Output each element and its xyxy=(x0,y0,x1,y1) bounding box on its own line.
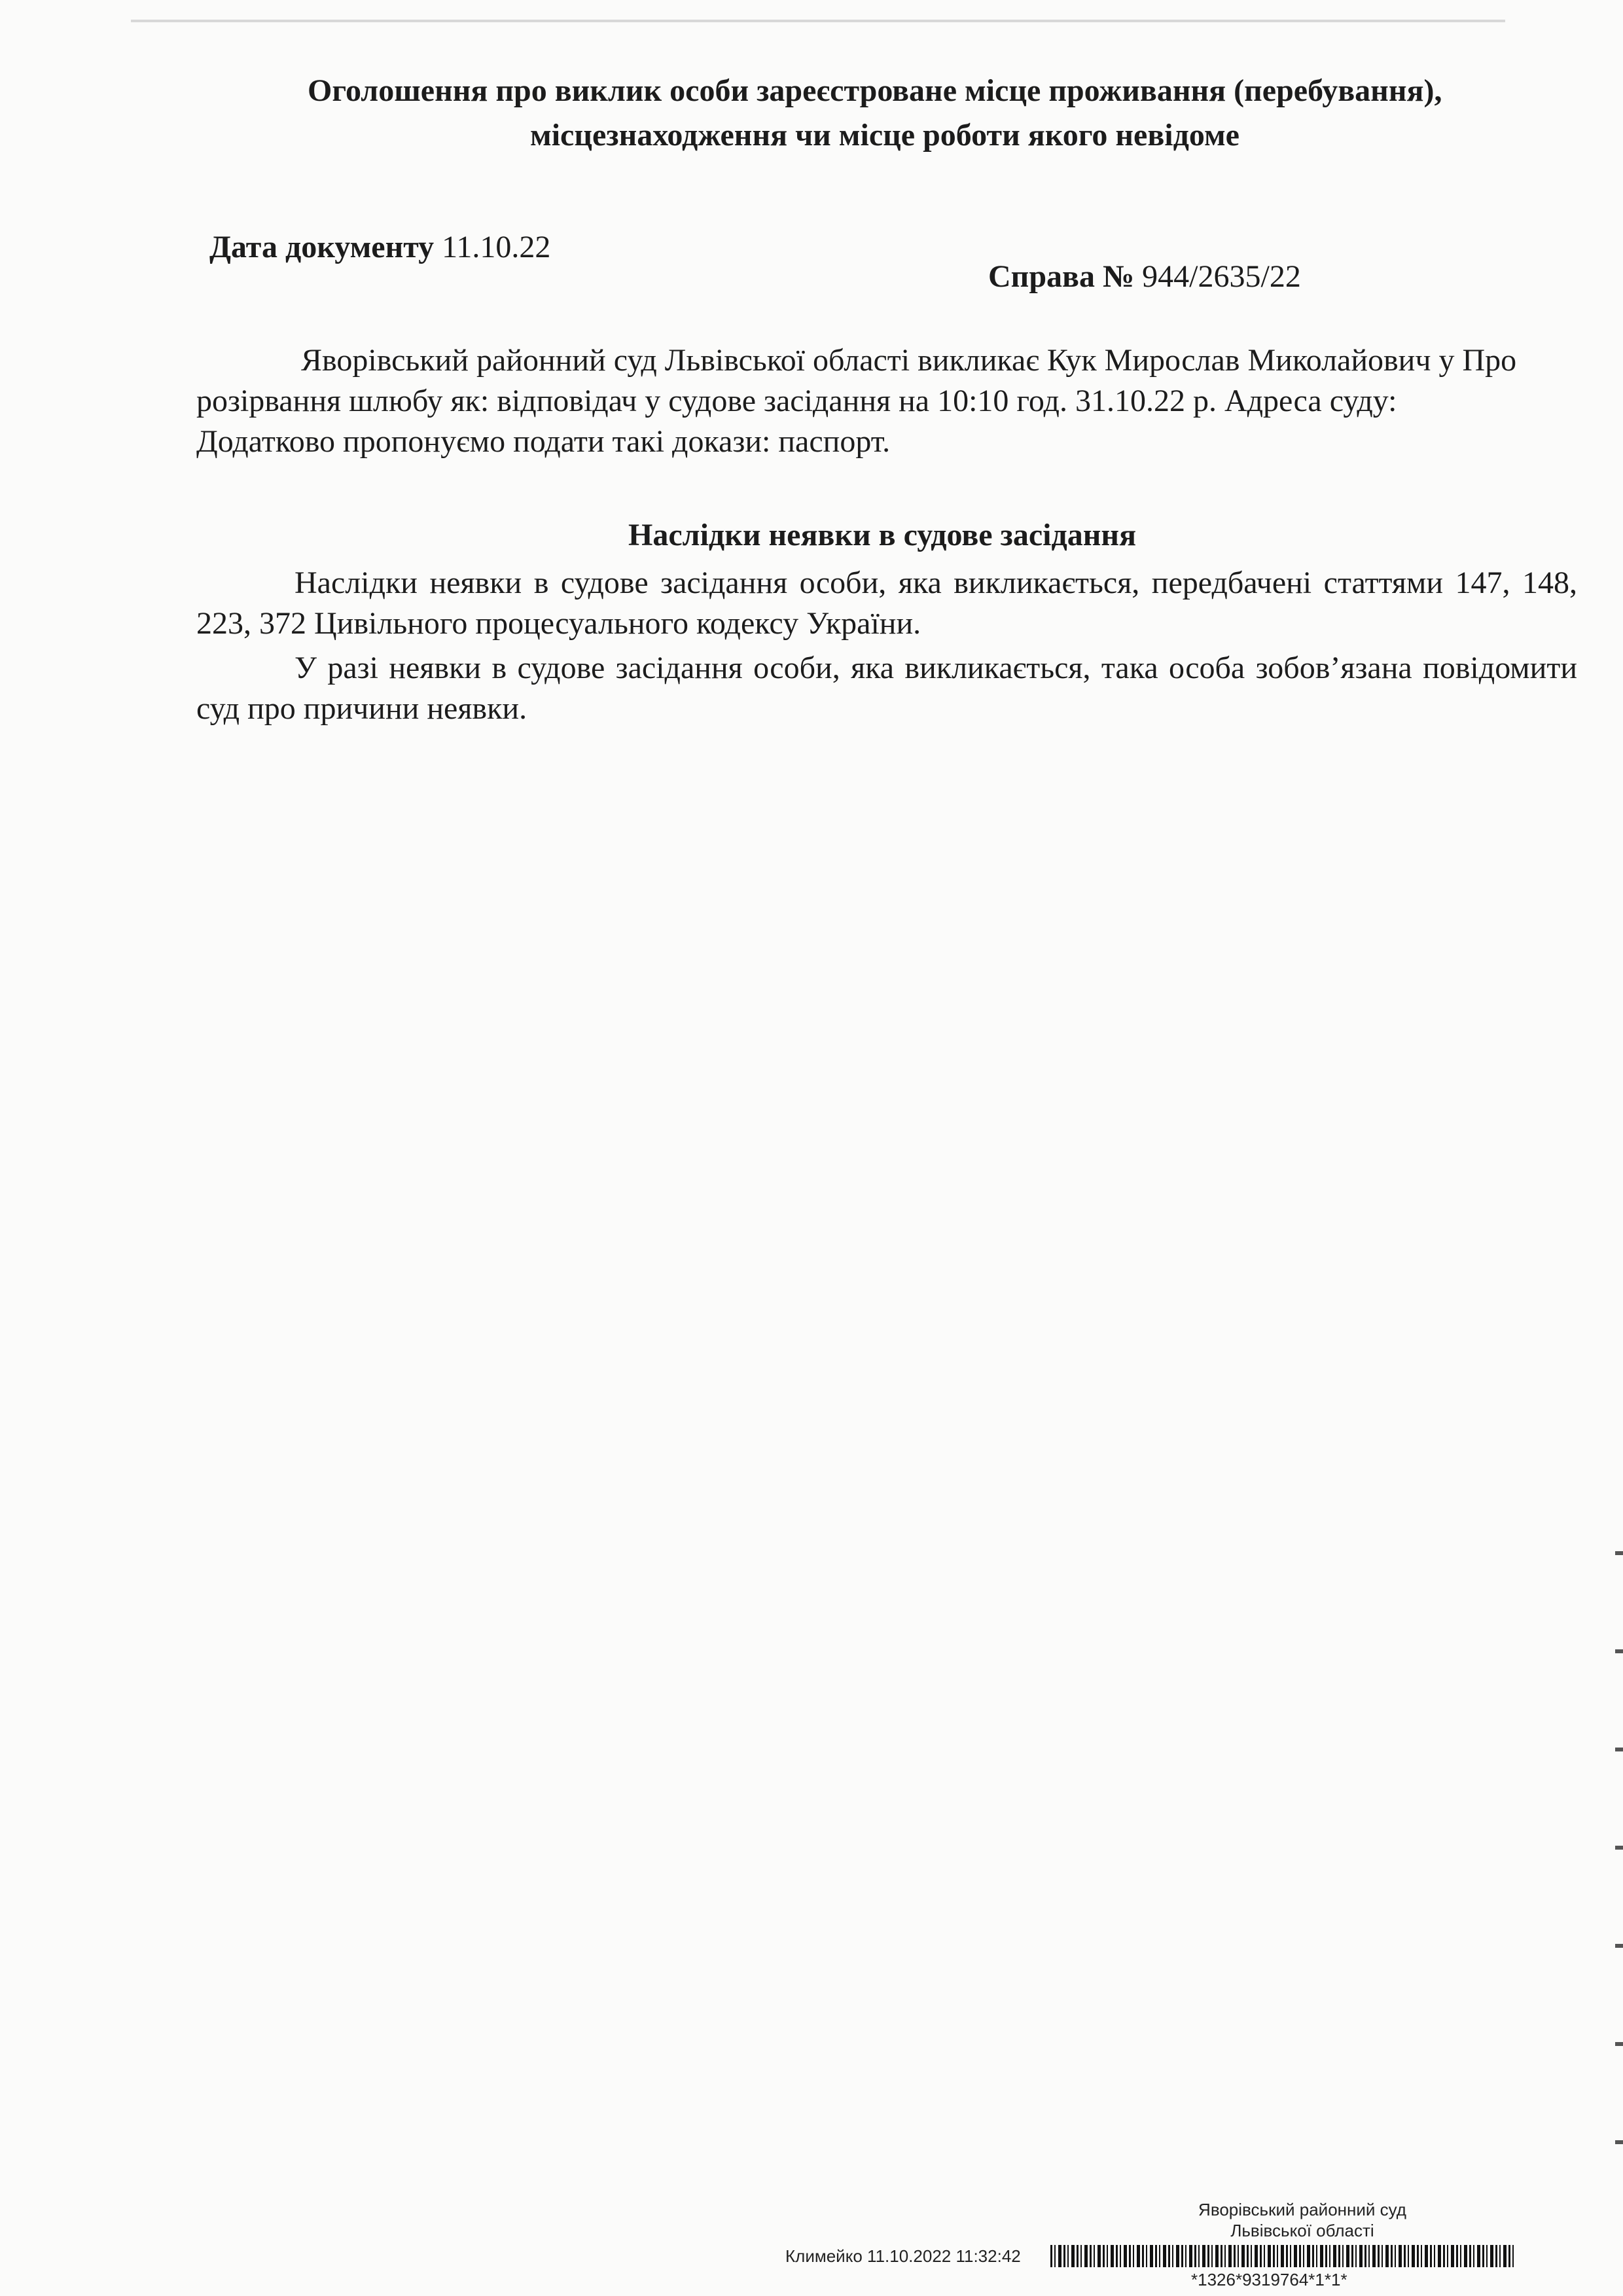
absence-paragraph xyxy=(196,648,1577,729)
court-stamp-line1: Яворівський районний суд xyxy=(1198,2200,1406,2219)
absence-text: У разі неявки в судове засідання особи, яка викликається, така особа зобов’язана повідомити суд про причини неявки. xyxy=(196,651,1577,726)
consequences-heading: Наслідки неявки в судове засідання xyxy=(628,518,1137,552)
case-label: Справа № xyxy=(988,259,1135,294)
summons-line-1: Яворівський районний суд Львівської області викликає Кук Мирослав Миколайович у Про xyxy=(301,343,1517,378)
clerk-timestamp: Климейко 11.10.2022 11:32:42 xyxy=(785,2246,1021,2266)
barcode xyxy=(1050,2245,1515,2267)
case-number xyxy=(988,259,1301,295)
scan-edge-specks xyxy=(1615,1505,1623,2160)
date-label: Дата документу xyxy=(209,230,435,264)
summons-line-3: Додатково пропонуємо подати такі докази: паспорт. xyxy=(196,424,891,459)
consequences-text: Наслідки неявки в судове засідання особи, яка викликається, передбачені статтями 147, 148, 223, 372 Цивільного процесуального кодексу України. xyxy=(196,565,1577,641)
court-stamp xyxy=(1113,2199,1492,2241)
summons-paragraph xyxy=(196,340,1577,462)
consequences-paragraph xyxy=(196,563,1577,644)
barcode-number: *1326*9319764*1*1* xyxy=(1191,2270,1347,2289)
date-value: 11.10.22 xyxy=(442,230,551,264)
document-date xyxy=(209,229,550,265)
notice-title-line2: місцезнаходження чи місце роботи якого невідоме xyxy=(530,118,1240,152)
notice-title-line1: Оголошення про виклик особи зареєстроване місце проживання (перебування), xyxy=(308,73,1442,108)
scan-edge-line xyxy=(131,20,1505,22)
court-stamp-line2: Львівської області xyxy=(1230,2221,1374,2240)
case-value: 944/2635/22 xyxy=(1142,259,1301,294)
summons-line-2: розірвання шлюбу як: відповідач у судове засідання на 10:10 год. 31.10.22 р. Адреса суду: xyxy=(196,384,1397,418)
